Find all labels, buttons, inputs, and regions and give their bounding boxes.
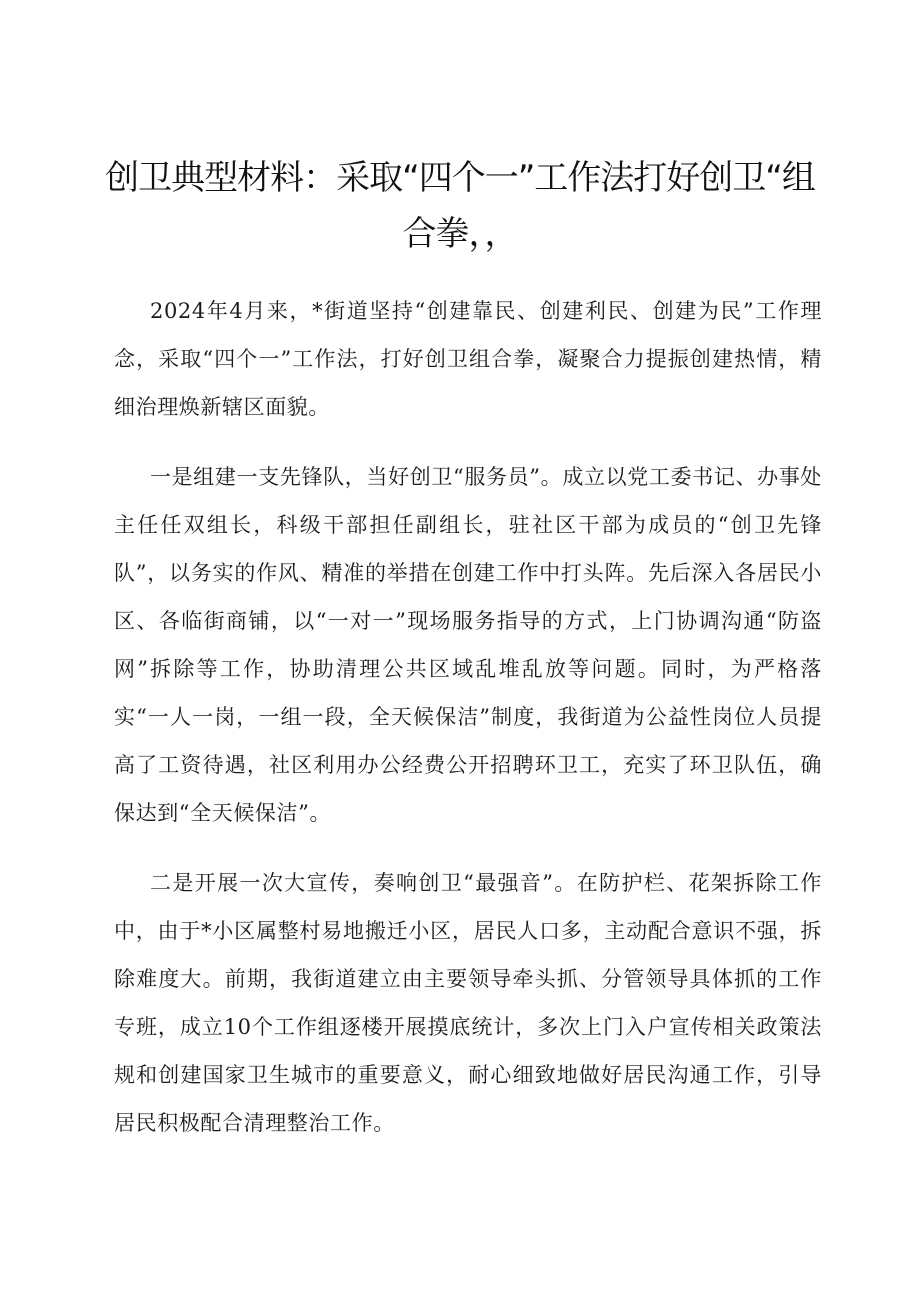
paragraph-two: 二是开展一次大宣传，奏响创卫“最强音”。在防护栏、花架拆除工作中，由于*小区属整村易地搬迁小区，居民人口多，主动配合意识不强，拆除难度大。前期，我街道建立由主要领导牵头抓、分管领导具体抓的工作专班，成立10个工作组逐楼开展摸底统计，多次上门入户宣传相关政策法规和创建国家卫生城市的重要意义，耐心细致地做好居民沟通工作，引导居民积极配合清理整治工作。 bbox=[114, 871, 822, 1135]
paragraph-intro: 2024年4月来，*街道坚持“创建靠民、创建利民、创建为民”工作理念，采取“四个一”工作法，打好创卫组合拳，凝聚合力提振创建热情，精细治理焕新辖区面貌。 bbox=[114, 299, 822, 419]
document-body bbox=[114, 287, 822, 1169]
paragraph-one: 一是组建一支先锋队，当好创卫“服务员”。成立以党工委书记、办事处主任任双组长，科级干部担任副组长，驻社区干部为成员的“创卫先锋队”，以务实的作风、精准的举措在创建工作中打头阵。先后深入各居民小区、各临街商铺，以“一对一”现场服务指导的方式，上门协调沟通“防盗网”拆除等工作，协助清理公共区域乱堆乱放等问题。同时，为严格落实“一人一岗，一组一段，全天候保洁”制度，我街道为公益性岗位人员提高了工资待遇，社区利用办公经费公开招聘环卫工，充实了环卫队伍，确保达到“全天候保洁”。 bbox=[114, 465, 822, 825]
document-title: 创卫典型材料：采取“四个一”工作法打好创卫“组合拳，， bbox=[105, 158, 815, 254]
